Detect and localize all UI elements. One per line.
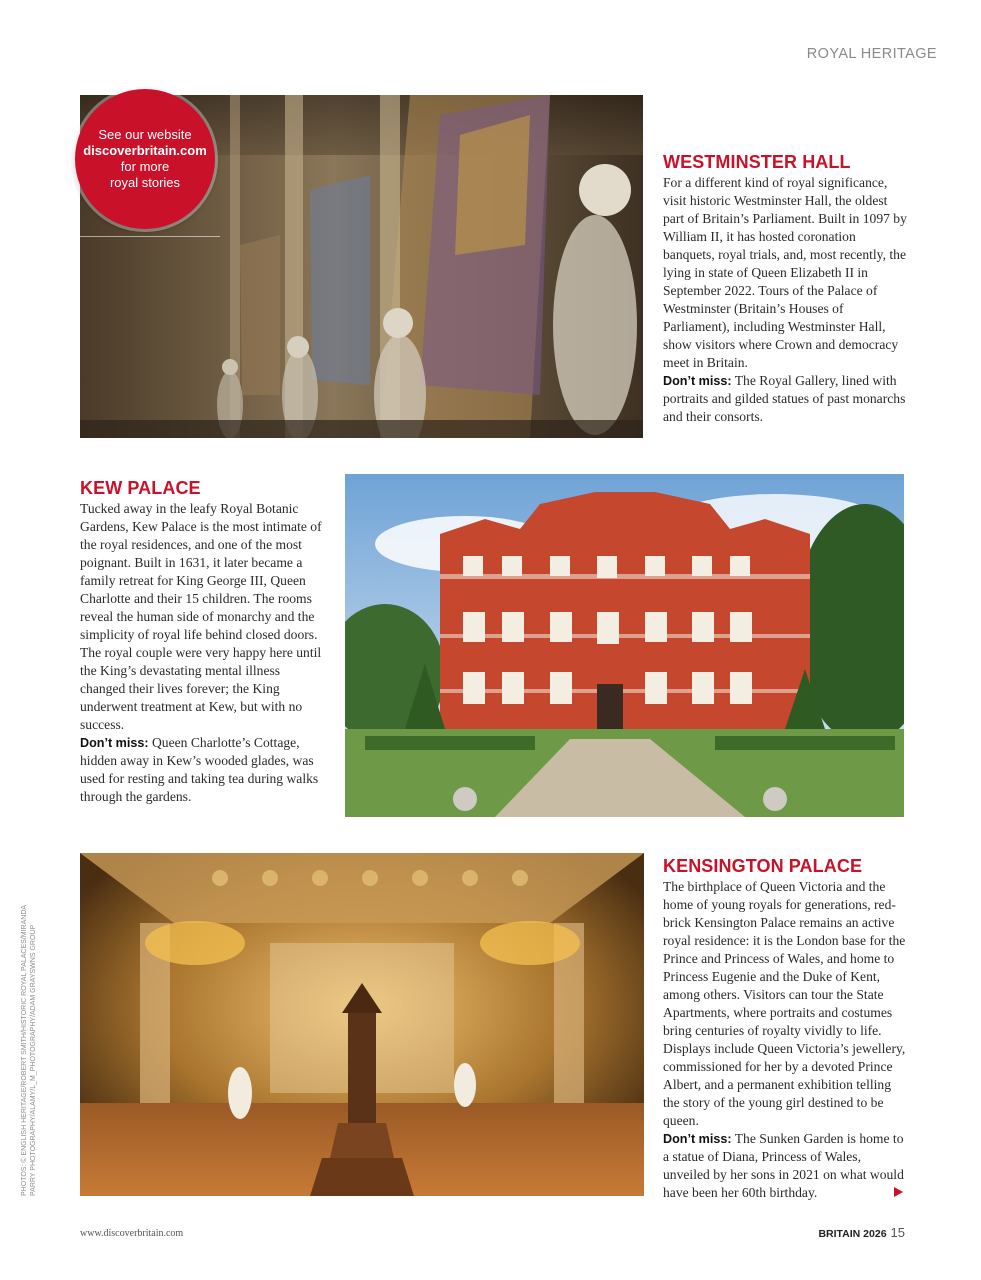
article-title: WESTMINSTER HALL	[663, 152, 851, 172]
article-body-text: Tucked away in the leafy Royal Botanic Gardens, Kew Palace is the most intimate of the royal residences, and one of the most poignant. Built in 1631, it later became a family retreat for King George III, Queen Charlotte and their 15 children. The rooms reveal the human side of monarchy and the simplicity of royal life behind closed doors. The royal couple were very happy here until the King’s devastating mental illness changed their lives forever; the King underwent treatment at Kew, but with no success.	[80, 501, 322, 732]
dont-miss-label: Don’t miss:	[80, 736, 149, 750]
footer-folio	[818, 1225, 905, 1240]
dont-miss-text: The Royal Gallery, lined with portraits and gilded statues of past monarchs and their consorts.	[663, 373, 906, 424]
footer-magazine-title: BRITAIN 2026	[818, 1228, 887, 1240]
article-title: KENSINGTON PALACE	[663, 856, 863, 876]
article-title: KEW PALACE	[80, 478, 201, 498]
website-promo-badge[interactable]	[75, 89, 215, 229]
article-body	[663, 174, 907, 426]
promo-line-1: See our website	[98, 127, 192, 142]
page-number: 15	[890, 1225, 905, 1240]
promo-divider	[80, 236, 220, 237]
article-body-text: The birthplace of Queen Victoria and the home of young royals for generations, red-brick Kensington Palace remains an active royal residence: it is the London base for the Prince and Princess of Wales, and home to Princess Eugenie and the Duke of Kent, among others. Visitors can tour the State Apartments, where portraits and costumes bring centuries of royalty vividly to life. Displays include Queen Victoria’s jewellery, commissioned for her by a devoted Prince Albert, and a permanent exhibition telling the story of the young girl destined to be queen.	[663, 879, 906, 1128]
promo-line-3: for more	[120, 159, 170, 174]
promo-line-4: royal stories	[109, 175, 181, 190]
kensington-palace-photo	[80, 853, 644, 1196]
article-kensington-palace	[663, 856, 907, 1202]
photo-credits-line-2: PARRY PHOTOGRAPHY/ALAMY/L_M_PHOTOGRAPHY/ADAM GRAYSWNS GROUP	[30, 924, 37, 1196]
section-label: ROYAL HERITAGE	[806, 46, 937, 62]
article-body	[663, 878, 907, 1202]
dont-miss-text: The Sunken Garden is home to a statue of Diana, Princess of Wales, unveiled by her sons in 2021 on what would have been her 60th birthday.	[663, 1131, 904, 1200]
footer-website-link[interactable]: www.discoverbritain.com	[80, 1228, 184, 1239]
continue-arrow-icon	[894, 1187, 903, 1197]
article-body-text: For a different kind of royal significance, visit historic Westminster Hall, the oldest part of Britain’s Parliament. Built in 1097 by William II, it has hosted coronation banquets, royal trials, and, most recently, the lying in state of Queen Elizabeth II in September 2022. Tours of the Palace of Westminster (Britain’s Houses of Parliament), including Westminster Hall, show visitors where Crown and democracy meet in Britain.	[663, 175, 907, 370]
photo-credits-line-1: PHOTOS: © ENGLISH HERITAGE/ROBERT SMITH/HISTORIC ROYAL PALACES/MIRANDA	[21, 904, 28, 1196]
promo-website-link[interactable]: discoverbritain.com	[83, 143, 207, 158]
dont-miss-label: Don’t miss:	[663, 1132, 732, 1146]
kew-palace-photo	[345, 474, 904, 817]
article-westminster-hall	[663, 152, 907, 426]
dont-miss-text: Queen Charlotte’s Cottage, hidden away in Kew’s wooded glades, was used for resting and taking tea during walks through the gardens.	[80, 735, 319, 804]
article-body	[80, 500, 324, 806]
article-kew-palace	[80, 478, 324, 806]
photo-credits	[20, 886, 38, 1196]
dont-miss-label: Don’t miss:	[663, 374, 732, 388]
